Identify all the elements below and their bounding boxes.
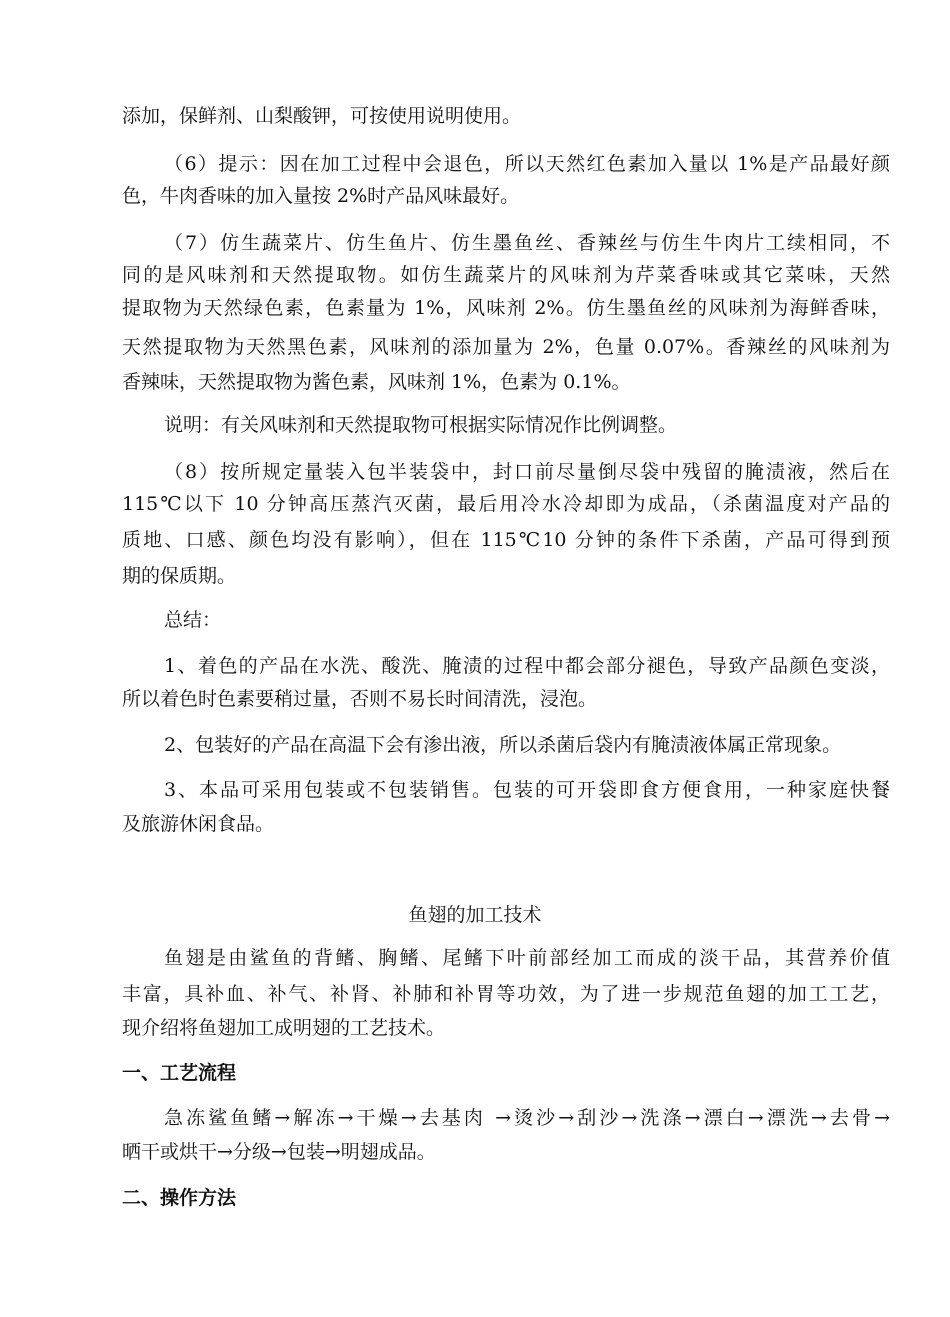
paragraph-line: 天然提取物为天然黑色素，风味剂的添加量为 2%，色量 0.07%。香辣丝的风味剂为 bbox=[122, 336, 890, 358]
section-heading: 一、工艺流程 bbox=[122, 1062, 237, 1084]
paragraph-line: 3、本品可采用包装或不包装销售。包装的可开袋即食方便食用，一种家庭快餐 bbox=[164, 779, 890, 801]
paragraph-line: 质地、口感、颜色均没有影响），但在 115℃10 分钟的条件下杀菌，产品可得到预 bbox=[122, 529, 890, 551]
paragraph-line: 添加，保鲜剂、山梨酸钾，可按使用说明使用。 bbox=[122, 105, 522, 127]
paragraph-line: 色，牛肉香味的加入量按 2%时产品风味最好。 bbox=[122, 185, 520, 207]
paragraph-line: （7）仿生蔬菜片、仿生鱼片、仿生墨鱼丝、香辣丝与仿生牛肉片工续相同，不 bbox=[164, 232, 890, 254]
paragraph-line: 2、包装好的产品在高温下会有渗出液，所以杀菌后袋内有腌渍液体属正常现象。 bbox=[164, 734, 842, 756]
paragraph-line: 1、着色的产品在水洗、酸洗、腌渍的过程中都会部分褪色，导致产品颜色变淡， bbox=[164, 655, 890, 677]
paragraph-line: （6）提示：因在加工过程中会退色，所以天然红色素加入量以 1%是产品最好颜 bbox=[164, 153, 890, 175]
paragraph-line: 提取物为天然绿色素，色素量为 1%，风味剂 2%。仿生墨鱼丝的风味剂为海鲜香味， bbox=[122, 297, 890, 319]
paragraph-line: 香辣味，天然提取物为酱色素，风味剂 1%，色素为 0.1%。 bbox=[122, 371, 631, 393]
paragraph-line: 同的是风味剂和天然提取物。如仿生蔬菜片的风味剂为芹菜香味或其它菜味，天然 bbox=[122, 264, 890, 286]
paragraph-line: 115℃以下 10 分钟高压蒸汽灭菌，最后用冷水冷却即为成品，（杀菌温度对产品的 bbox=[122, 493, 890, 515]
paragraph-line: 丰富，具补血、补气、补肾、补肺和补胃等功效，为了进一步规范鱼翅的加工工艺， bbox=[122, 983, 890, 1005]
paragraph-line: 说明：有关风味剂和天然提取物可根据实际情况作比例调整。 bbox=[164, 414, 678, 436]
paragraph-line: 所以着色时色素要稍过量，否则不易长时间清洗，浸泡。 bbox=[122, 688, 598, 710]
paragraph-line: （8）按所规定量装入包半装袋中，封口前尽量倒尽袋中残留的腌渍液，然后在 bbox=[164, 461, 890, 483]
section-title: 鱼翅的加工技术 bbox=[408, 904, 542, 926]
paragraph-line: 总结： bbox=[164, 609, 222, 631]
paragraph-line: 现介绍将鱼翅加工成明翅的工艺技术。 bbox=[122, 1017, 446, 1039]
paragraph-line: 及旅游休闲食品。 bbox=[122, 813, 275, 835]
flow-line: 晒干或烘干→分级→包装→明翅成品。 bbox=[122, 1141, 436, 1163]
paragraph-line: 期的保质期。 bbox=[122, 565, 237, 587]
paragraph-line: 鱼翅是由鲨鱼的背鳍、胸鳍、尾鳍下叶前部经加工而成的淡干品，其营养价值 bbox=[164, 947, 890, 969]
section-heading: 二、操作方法 bbox=[122, 1187, 237, 1209]
flow-line: 急冻鲨鱼鳍→解冻→干燥→去基肉 →烫沙→刮沙→洗涤→漂白→漂洗→去骨→ bbox=[164, 1107, 890, 1129]
